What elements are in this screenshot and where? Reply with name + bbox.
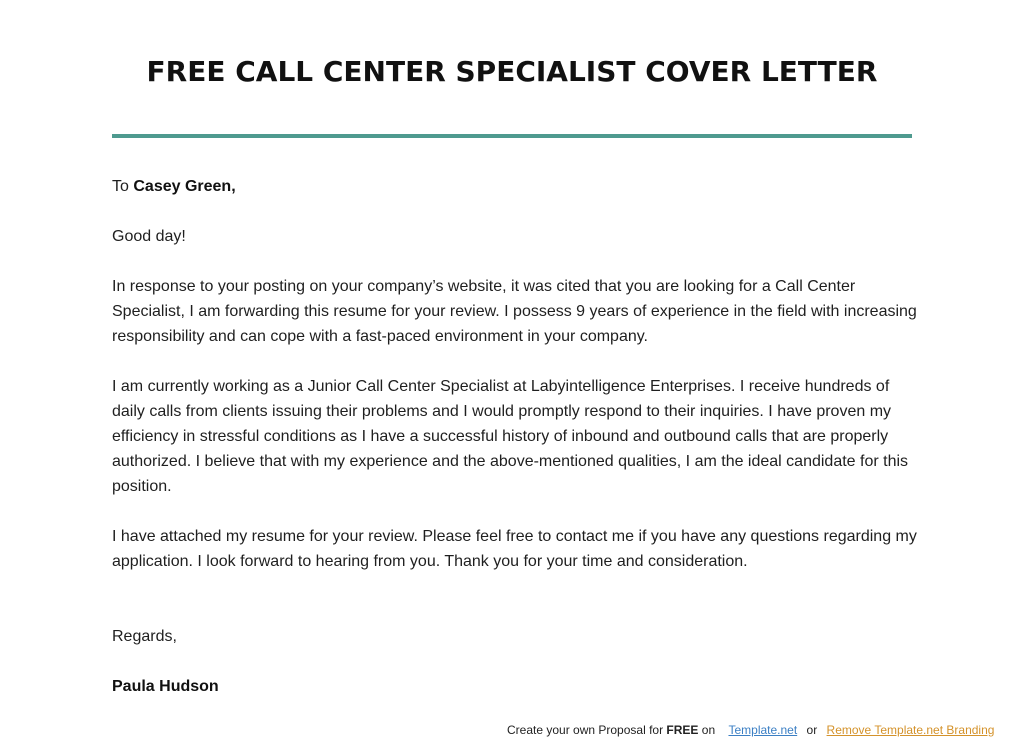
greeting: Good day! bbox=[112, 228, 186, 245]
recipient-name: Casey Green, bbox=[133, 178, 236, 195]
footer-free-label: FREE bbox=[666, 723, 699, 737]
page-title: FREE CALL CENTER SPECIALIST COVER LETTER bbox=[146, 55, 878, 88]
signature-name: Paula Hudson bbox=[112, 678, 219, 695]
paragraph-1: In response to your posting on your company’s website, it was cited that you are looking for a Call Center Specialist, I am forwarding this resume for your review. I possess 9 years of experience in the field with increasing responsibility and can cope with a fast-paced environment in your company. bbox=[112, 278, 917, 345]
template-net-link[interactable]: Template.net bbox=[728, 723, 798, 737]
salutation bbox=[112, 174, 917, 199]
footer-text: Create your own Proposal for bbox=[507, 723, 667, 737]
signature bbox=[112, 674, 917, 699]
remove-branding-link[interactable]: Remove Template.net Branding bbox=[826, 723, 995, 737]
footer-or-text: or bbox=[806, 723, 818, 737]
closing: Regards, bbox=[112, 628, 177, 645]
letter-body bbox=[112, 174, 917, 724]
paragraph-3: I have attached my resume for your review. Please feel free to contact me if you have any questions regarding my application. I look forward to hearing from you. Thank you for your time and consideration. bbox=[112, 528, 917, 570]
footer-on-text: on bbox=[698, 723, 716, 737]
title-divider bbox=[112, 134, 912, 138]
paragraph-2: I am currently working as a Junior Call Center Specialist at Labyintelligence Enterprises. I receive hundreds of daily calls from clients issuing their problems and I would promptly respond to their inquiries. I have proven my efficiency in stressful conditions as I have a successful history of inbound and outbound calls that are properly authorized. I believe that with my experience and the above-mentioned qualities, I am the ideal candidate for this position. bbox=[112, 378, 909, 495]
salutation-prefix: To bbox=[112, 178, 129, 195]
footer-branding bbox=[507, 723, 994, 737]
